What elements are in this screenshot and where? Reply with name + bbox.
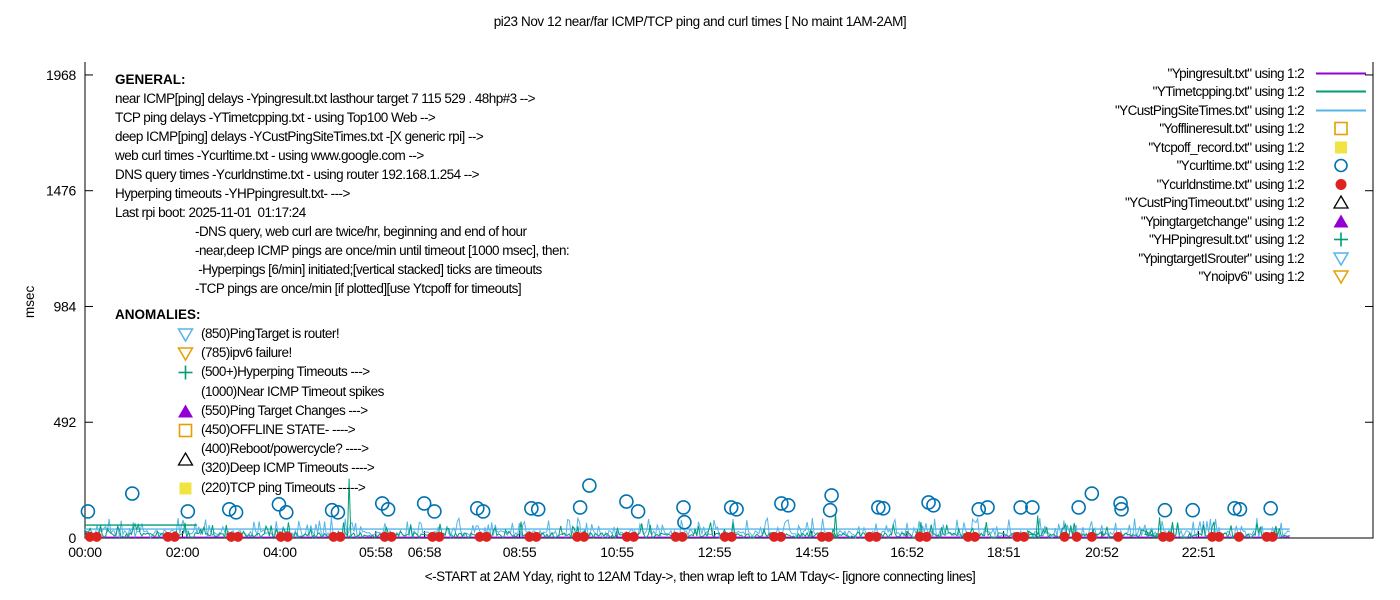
- legend-label: "Ycurltime.txt" using 1:2: [1176, 158, 1304, 174]
- anomaly-text: (785)ipv6 failure!: [201, 345, 292, 361]
- filled-circle-marker: [233, 532, 243, 542]
- anomaly-row: [115, 458, 384, 477]
- y-tick-label: 984: [53, 298, 76, 315]
- legend-label: "YHPpingresult.txt" using 1:2: [1148, 232, 1304, 248]
- filled-circle-marker: [434, 532, 444, 542]
- anomaly-row: [115, 324, 384, 343]
- open-circle-marker: [428, 505, 441, 518]
- legend-label: "YCustPingSiteTimes.txt" using 1:2: [1114, 102, 1304, 118]
- legend-entry: [1115, 249, 1370, 268]
- general-line: Hyperping timeouts -YHPpingresult.txt- --->: [115, 186, 350, 201]
- anomaly-text: (450)OFFLINE STATE- ---->: [201, 421, 356, 437]
- general-line: near ICMP[ping] delays -Ypingresult.txt lasthour target 7 115 529 . 48hp#3 -->: [115, 91, 535, 106]
- circ-open-blue-icon: [1312, 157, 1370, 174]
- filled-circle-marker: [1214, 532, 1224, 542]
- general-line: -near,deep ICMP pings are once/min until timeout [1000 msec], then:: [195, 243, 570, 258]
- open-circle-marker: [280, 506, 293, 519]
- anomaly-row: [115, 478, 384, 497]
- filled-circle-marker: [170, 532, 180, 542]
- sq-open-orange-icon: [177, 421, 194, 438]
- filled-circle-marker: [335, 532, 345, 542]
- filled-circle-marker: [531, 532, 541, 542]
- open-circle-marker: [922, 496, 935, 509]
- filled-circle-marker: [579, 532, 589, 542]
- line-sky-icon: [1312, 102, 1370, 119]
- general-line: DNS query times -Ycurldnstime.txt - using router 192.168.1.254 -->: [115, 167, 480, 182]
- no-icon: [177, 383, 194, 400]
- legend-entry: [1115, 157, 1370, 176]
- open-circle-marker: [825, 489, 838, 502]
- anomaly-row: [115, 401, 384, 420]
- general-line: Last rpi boot: 2025-11-01 01:17:24: [115, 205, 306, 220]
- open-circle-marker: [677, 501, 690, 514]
- legend: [1115, 64, 1370, 286]
- anomaly-row: [115, 439, 384, 458]
- legend-entry: [1115, 175, 1370, 194]
- filled-circle-marker: [824, 532, 834, 542]
- general-line: -Hyperpings [6/min] initiated;[vertical stacked] ticks are timeouts: [195, 262, 542, 277]
- tri-fill-purple-icon: [177, 402, 194, 419]
- x-tick-label: 00:00: [68, 544, 102, 560]
- x-tick-label: 20:52: [1085, 544, 1119, 560]
- anomaly-text: (1000)Near ICMP Timeout spikes: [201, 383, 384, 399]
- legend-label: "Ycurldnstime.txt" using 1:2: [1156, 176, 1304, 192]
- open-circle-marker: [81, 505, 94, 518]
- filled-circle-marker: [387, 532, 397, 542]
- filled-circle-marker: [776, 532, 786, 542]
- plus-teal-icon: [177, 363, 194, 380]
- anomaly-row: [115, 343, 384, 362]
- filled-circle-marker: [970, 532, 980, 542]
- tridown-open-orange-icon: [1312, 268, 1370, 285]
- general-line: deep ICMP[ping] delays -YCustPingSiteTimes.txt -[X generic rpi] -->: [115, 129, 484, 144]
- filled-circle-marker: [871, 532, 881, 542]
- legend-entry: [1115, 194, 1370, 213]
- anomalies-list: [115, 324, 384, 497]
- filled-circle-marker: [1019, 532, 1029, 542]
- no-icon: [177, 459, 194, 476]
- x-axis-label: <-START at 2AM Yday, right to 12AM Tday->, then wrap left to 1AM Tday<- [ignore connecting lines]: [424, 569, 976, 584]
- tridown-open-orange-icon: [177, 344, 194, 361]
- tridown-open-sky-icon: [1312, 250, 1370, 267]
- general-line: web curl times -Ycurltime.txt - using www.google.com -->: [115, 148, 424, 163]
- open-circle-marker: [981, 501, 994, 514]
- anomalies-block: [115, 305, 384, 497]
- legend-entry: [1115, 268, 1370, 287]
- general-line: -TCP pings are once/min [if plotted][use Ytcpoff for timeouts]: [195, 281, 522, 296]
- anomaly-row: [115, 420, 384, 439]
- legend-label: "Ypingtargetchange" using 1:2: [1140, 213, 1304, 229]
- open-circle-marker: [574, 501, 587, 514]
- open-circle-marker: [972, 503, 985, 516]
- filled-circle-marker: [1072, 532, 1082, 542]
- x-tick-label: 16:52: [890, 544, 924, 560]
- anomaly-text: (550)Ping Target Changes --->: [201, 402, 368, 418]
- y-tick-label: 492: [53, 414, 76, 431]
- filled-circle-marker: [1060, 532, 1070, 542]
- x-tick-label: 22:51: [1181, 544, 1216, 560]
- filled-circle-marker: [629, 532, 639, 542]
- anomaly-row: [115, 382, 384, 401]
- x-tick-label: 02:00: [165, 544, 200, 560]
- filled-circle-marker: [1234, 532, 1244, 542]
- sq-open-orange-icon: [1312, 120, 1370, 137]
- line-teal-icon: [1312, 83, 1370, 100]
- open-circle-marker: [620, 495, 633, 508]
- legend-label: "Ypingresult.txt" using 1:2: [1167, 65, 1304, 81]
- anomalies-heading: ANOMALIES:: [115, 307, 201, 322]
- legend-label: "Ynoipv6" using 1:2: [1198, 269, 1304, 285]
- open-circle-marker: [1186, 504, 1199, 517]
- anomaly-text: (500+)Hyperping Timeouts --->: [201, 364, 370, 380]
- x-tick-label: 05:58: [359, 544, 393, 560]
- legend-entry: [1115, 212, 1370, 231]
- tridown-open-sky-icon: [177, 325, 194, 342]
- sq-fill-yellow-icon: [177, 479, 194, 496]
- legend-entry: [1115, 138, 1370, 157]
- legend-entry: [1115, 64, 1370, 83]
- open-circle-marker: [1158, 504, 1171, 517]
- tri-open-black-icon: [1312, 194, 1370, 211]
- filled-circle-marker: [1165, 532, 1175, 542]
- legend-entry: [1115, 231, 1370, 250]
- general-line: -DNS query, web curl are twice/hr, beginning and end of hour: [195, 224, 527, 239]
- plus-teal-icon: [1312, 231, 1370, 248]
- legend-label: "YCustPingTimeout.txt" using 1:2: [1125, 195, 1304, 211]
- circ-fill-red-icon: [1312, 176, 1370, 193]
- x-tick-label: 04:00: [263, 544, 297, 560]
- legend-label: "Ytcpoff_record.txt" using 1:2: [1148, 139, 1304, 155]
- filled-circle-marker: [1113, 532, 1123, 542]
- anomaly-text: (320)Deep ICMP Timeouts ---->: [201, 460, 375, 476]
- open-circle-marker: [272, 498, 285, 511]
- legend-label: "YTimetcpping.txt" using 1:2: [1152, 84, 1304, 100]
- filled-circle-marker: [1268, 532, 1278, 542]
- legend-label: "Yofflineresult.txt" using 1:2: [1159, 121, 1304, 137]
- anomaly-text: (400)Reboot/powercycle? ---->: [201, 441, 369, 457]
- filled-circle-marker: [727, 532, 737, 542]
- general-block: [115, 70, 569, 298]
- general-line: TCP ping delays -YTimetcpping.txt - using Top100 Web -->: [115, 110, 436, 125]
- anomaly-text: (220)TCP ping Timeouts ----->: [201, 479, 366, 495]
- filled-circle-marker: [1087, 532, 1097, 542]
- x-tick-label: 12:55: [697, 544, 732, 560]
- sq-fill-yellow-icon: [1312, 139, 1370, 156]
- filled-circle-marker: [92, 532, 102, 542]
- legend-entry: [1115, 101, 1370, 120]
- open-circle-marker: [181, 505, 194, 518]
- open-circle-marker: [1264, 502, 1277, 515]
- y-axis-label: msec: [22, 285, 37, 318]
- x-tick-label: 14:55: [795, 544, 829, 560]
- x-tick-label: 18:51: [986, 544, 1021, 560]
- x-tick-label: 06:58: [407, 544, 442, 560]
- y-tick-label: 1476: [46, 182, 76, 199]
- legend-label: "YpingtargetISrouter" using 1:2: [1138, 250, 1304, 266]
- filled-circle-marker: [482, 532, 492, 542]
- legend-entry: [1115, 120, 1370, 139]
- legend-entry: [1115, 83, 1370, 102]
- filled-circle-marker: [283, 532, 293, 542]
- open-circle-marker: [632, 505, 645, 518]
- chart-title: pi23 Nov 12 near/far ICMP/TCP ping and curl times [ No maint 1AM-2AM]: [493, 14, 907, 29]
- filled-circle-marker: [922, 532, 932, 542]
- open-circle-marker: [1072, 501, 1085, 514]
- x-tick-label: 10:55: [600, 544, 634, 560]
- anomaly-row: [115, 362, 384, 381]
- general-lines: [115, 89, 569, 298]
- filled-circle-marker: [677, 532, 687, 542]
- tri-fill-purple-icon: [1312, 213, 1370, 230]
- open-circle-marker: [824, 504, 837, 517]
- y-tick-label: 0: [68, 530, 76, 546]
- general-heading: GENERAL:: [115, 72, 186, 87]
- anomaly-text: (850)PingTarget is router!: [201, 326, 340, 341]
- line-purple-icon: [1312, 65, 1370, 82]
- open-circle-marker: [927, 499, 940, 512]
- open-circle-marker: [1085, 487, 1098, 500]
- y-tick-label: 1968: [46, 66, 76, 83]
- x-tick-label: 08:55: [502, 544, 537, 560]
- open-circle-marker: [678, 516, 691, 529]
- open-circle-marker: [583, 479, 596, 492]
